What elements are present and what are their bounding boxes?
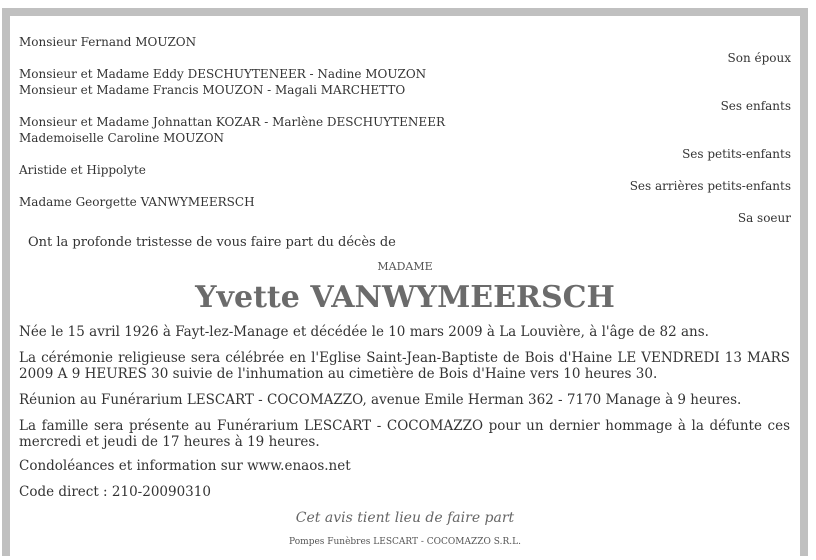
relation-label-sister: Sa soeur [737,211,791,225]
ceremony-paragraph: La cérémonie religieuse sera célébrée en l'Eglise Saint-Jean-Baptiste de Bois d'Haine LE VENDREDI 13 MARS 2009 A 9 HEURES 30 suivie de l'inhumation au cimetière de Bois d'Haine vers 10 heures 30. [19,350,790,382]
birth-death-paragraph: Née le 15 avril 1926 à Fayt-lez-Manage et décédée le 10 mars 2009 à La Louvière, à l'âge de 82 ans. [19,324,709,340]
funeral-home-footer: Pompes Funèbres LESCART - COCOMAZZO S.R.L. [289,537,521,547]
notice-frame [2,8,808,556]
closing-note: Cet avis tient lieu de faire part [295,510,515,526]
intro-text: Ont la profonde tristesse de vous faire part du décès de [28,235,396,250]
direct-code-paragraph: Code direct : 210-20090310 [19,484,211,500]
family-line-great-grandchildren: Aristide et Hippolyte [19,163,146,177]
family-line-spouse: Monsieur Fernand MOUZON [19,35,197,49]
family-line-grandchild-2: Mademoiselle Caroline MOUZON [19,131,225,145]
family-line-grandchild-1: Monsieur et Madame Johnattan KOZAR - Marlène DESCHUYTENEER [19,115,445,129]
relation-label-grandchildren: Ses petits-enfants [682,147,791,161]
relation-label-children: Ses enfants [720,99,791,113]
condolences-paragraph: Condoléances et information sur www.enaos.net [19,458,351,474]
meeting-paragraph: Réunion au Funérarium LESCART - COCOMAZZO, avenue Emile Herman 362 - 7170 Manage à 9 heures. [19,392,742,408]
relation-label-spouse: Son époux [727,51,791,65]
title-label: MADAME [377,260,433,273]
death-notice [10,16,800,560]
family-line-sister: Madame Georgette VANWYMEERSCH [19,195,255,209]
family-line-child-1: Monsieur et Madame Eddy DESCHUYTENEER - Nadine MOUZON [19,67,427,81]
family-line-child-2: Monsieur et Madame Francis MOUZON - Magali MARCHETTO [19,83,406,97]
relation-label-great-grandchildren: Ses arrières petits-enfants [629,179,791,193]
family-presence-paragraph: La famille sera présente au Funérarium LESCART - COCOMAZZO pour un dernier hommage à la défunte ces mercredi et jeudi de 17 heures à 19 heures. [19,418,790,450]
deceased-name: Yvette VANWYMEERSCH [195,280,615,315]
